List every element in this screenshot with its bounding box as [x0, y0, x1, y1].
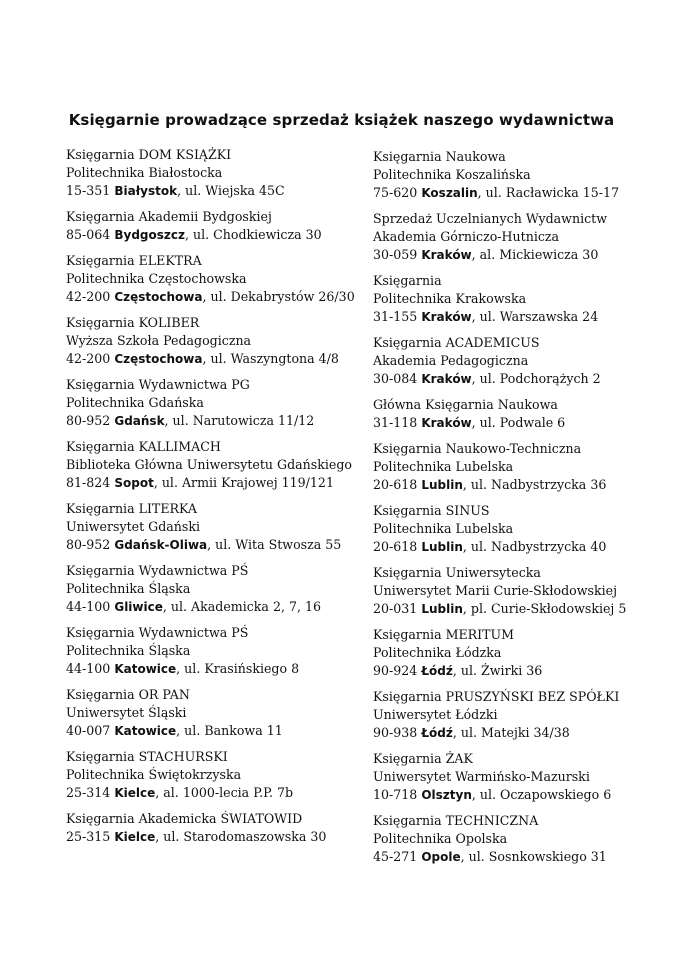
bookstore-address	[373, 724, 683, 742]
bookstore-institution: Politechnika Krakowska	[373, 291, 527, 306]
street-address: , ul. Armii Krajowej 119/121	[153, 475, 334, 490]
postal-code: 75-620	[373, 185, 418, 200]
bookstore-institution: Politechnika Śląska	[66, 581, 191, 596]
street-address: , ul. Chodkiewicza 30	[184, 227, 322, 242]
bookstore-entry	[66, 500, 386, 554]
bookstore-name: Sprzedaż Uczelnianych Wydawnictw	[373, 211, 607, 226]
bookstore-name: Księgarnia DOM KSIĄŻKI	[66, 147, 232, 162]
bookstore-entry	[373, 272, 683, 326]
bookstore-institution: Uniwersytet Śląski	[66, 705, 187, 720]
postal-code: 20-031	[373, 601, 418, 616]
street-address: , ul. Nadbystrzycka 40	[462, 539, 607, 554]
postal-code: 31-155	[373, 309, 418, 324]
bookstore-name: Księgarnia ELEKTRA	[66, 253, 202, 268]
bookstore-address	[373, 246, 683, 264]
bookstore-institution: Politechnika Lubelska	[373, 521, 514, 536]
bookstore-name: Główna Księgarnia Naukowa	[373, 397, 558, 412]
bookstore-name: Księgarnia PRUSZYŃSKI BEZ SPÓŁKI	[373, 689, 620, 704]
city-name: Kraków	[421, 372, 472, 386]
postal-code: 20-618	[373, 477, 418, 492]
city-name: Olsztyn	[421, 788, 472, 802]
bookstore-name: Księgarnia Naukowo-Techniczna	[373, 441, 582, 456]
street-address: , ul. Bankowa 11	[176, 723, 283, 738]
bookstore-institution: Uniwersytet Marii Curie-Skłodowskiej	[373, 583, 617, 598]
bookstore-entry	[373, 564, 683, 618]
page-title: Księgarnie prowadzące sprzedaż książek naszego wydawnictwa	[68, 111, 615, 129]
bookstore-address	[373, 370, 683, 388]
bookstore-address	[373, 476, 683, 494]
postal-code: 45-271	[373, 849, 418, 864]
city-name: Kielce	[114, 786, 156, 800]
postal-code: 25-314	[66, 785, 111, 800]
postal-code: 85-064	[66, 227, 111, 242]
bookstore-address	[373, 308, 683, 326]
bookstore-entry	[373, 396, 683, 432]
bookstore-entry	[66, 208, 386, 244]
bookstore-name: Księgarnia TECHNICZNA	[373, 813, 539, 828]
street-address: , pl. Curie-Skłodowskiej 5	[462, 601, 627, 616]
street-address: , ul. Narutowicza 11/12	[164, 413, 315, 428]
postal-code: 40-007	[66, 723, 111, 738]
bookstore-address	[66, 536, 386, 554]
left-column	[66, 146, 386, 854]
city-name: Lublin	[421, 478, 463, 492]
postal-code: 81-824	[66, 475, 111, 490]
bookstore-name: Księgarnia KOLIBER	[66, 315, 200, 330]
bookstore-name: Księgarnia MERITUM	[373, 627, 515, 642]
city-name: Koszalin	[421, 186, 478, 200]
city-name: Lublin	[421, 540, 463, 554]
city-name: Kielce	[114, 830, 156, 844]
bookstore-address	[66, 828, 386, 846]
bookstore-name: Księgarnia OR PAN	[66, 687, 190, 702]
bookstore-entry	[373, 210, 683, 264]
bookstore-institution: Biblioteka Główna Uniwersytetu Gdańskiego	[66, 457, 352, 472]
bookstore-entry	[373, 148, 683, 202]
bookstore-address	[66, 412, 386, 430]
street-address: , ul. Krasińskiego 8	[176, 661, 300, 676]
city-name: Gdańsk-Oliwa	[114, 538, 208, 552]
street-address: , ul. Żwirki 36	[452, 663, 543, 678]
bookstore-entry	[66, 376, 386, 430]
bookstore-address	[66, 784, 386, 802]
bookstore-entry	[373, 688, 683, 742]
bookstore-entry	[373, 334, 683, 388]
street-address: , ul. Starodomaszowska 30	[155, 829, 327, 844]
postal-code: 42-200	[66, 289, 111, 304]
city-name: Kraków	[421, 310, 472, 324]
bookstore-name: Księgarnia Wydawnictwa PŚ	[66, 625, 249, 640]
bookstore-institution: Akademia Górniczo-Hutnicza	[373, 229, 560, 244]
street-address: , ul. Waszyngtona 4/8	[202, 351, 339, 366]
bookstore-entry	[373, 750, 683, 804]
street-address: , ul. Sosnkowskiego 31	[460, 849, 607, 864]
bookstore-institution: Politechnika Gdańska	[66, 395, 204, 410]
bookstore-institution: Uniwersytet Gdański	[66, 519, 201, 534]
city-name: Gdańsk	[114, 414, 165, 428]
bookstore-institution: Politechnika Lubelska	[373, 459, 514, 474]
bookstore-entry	[66, 146, 386, 200]
street-address: , ul. Dekabrystów 26/30	[202, 289, 355, 304]
city-name: Częstochowa	[114, 290, 203, 304]
city-name: Bydgoszcz	[114, 228, 185, 242]
postal-code: 90-924	[373, 663, 418, 678]
postal-code: 44-100	[66, 599, 111, 614]
street-address: , ul. Warszawska 24	[471, 309, 599, 324]
bookstore-entry	[66, 624, 386, 678]
bookstore-name: Księgarnia ŻAK	[373, 751, 473, 766]
postal-code: 25-315	[66, 829, 111, 844]
bookstore-entry	[373, 440, 683, 494]
bookstore-institution: Politechnika Łódzka	[373, 645, 502, 660]
bookstore-entry	[373, 626, 683, 680]
postal-code: 90-938	[373, 725, 418, 740]
city-name: Częstochowa	[114, 352, 203, 366]
bookstore-entry	[66, 810, 386, 846]
postal-code: 20-618	[373, 539, 418, 554]
city-name: Opole	[421, 850, 461, 864]
postal-code: 42-200	[66, 351, 111, 366]
bookstore-institution: Uniwersytet Łódzki	[373, 707, 498, 722]
bookstore-address	[66, 598, 386, 616]
bookstore-institution: Politechnika Koszalińska	[373, 167, 531, 182]
city-name: Kraków	[421, 416, 472, 430]
bookstore-name: Księgarnia	[373, 273, 442, 288]
bookstore-entry	[66, 748, 386, 802]
postal-code: 31-118	[373, 415, 418, 430]
postal-code: 80-952	[66, 413, 111, 428]
bookstore-entry	[66, 252, 386, 306]
city-name: Łódź	[421, 664, 453, 678]
street-address: , al. Mickiewicza 30	[471, 247, 599, 262]
city-name: Łódź	[421, 726, 453, 740]
street-address: , ul. Wita Stwosza 55	[207, 537, 342, 552]
bookstore-institution: Politechnika Białostocka	[66, 165, 223, 180]
city-name: Katowice	[114, 662, 177, 676]
bookstore-address	[373, 662, 683, 680]
street-address: , ul. Oczapowskiego 6	[471, 787, 612, 802]
bookstore-address	[373, 600, 683, 618]
right-column	[373, 148, 683, 874]
bookstore-address	[66, 288, 386, 306]
bookstore-address	[373, 848, 683, 866]
bookstore-name: Księgarnia Wydawnictwa PŚ	[66, 563, 249, 578]
street-address: , ul. Wiejska 45C	[177, 183, 285, 198]
city-name: Białystok	[114, 184, 178, 198]
bookstore-address	[373, 538, 683, 556]
postal-code: 30-059	[373, 247, 418, 262]
city-name: Gliwice	[114, 600, 163, 614]
bookstore-institution: Akademia Pedagogiczna	[373, 353, 529, 368]
postal-code: 44-100	[66, 661, 111, 676]
bookstore-name: Księgarnia Naukowa	[373, 149, 506, 164]
bookstore-address	[66, 660, 386, 678]
bookstore-name: Księgarnia Akademii Bydgoskiej	[66, 209, 272, 224]
street-address: , ul. Racławicka 15-17	[477, 185, 620, 200]
city-name: Sopot	[114, 476, 154, 490]
city-name: Katowice	[114, 724, 177, 738]
bookstore-entry	[373, 812, 683, 866]
bookstore-address	[66, 474, 386, 492]
bookstore-address	[66, 350, 386, 368]
bookstore-institution: Wyższa Szkoła Pedagogiczna	[66, 333, 252, 348]
bookstore-entry	[373, 502, 683, 556]
bookstore-address	[373, 414, 683, 432]
street-address: , ul. Matejki 34/38	[452, 725, 570, 740]
city-name: Lublin	[421, 602, 463, 616]
bookstore-address	[373, 184, 683, 202]
postal-code: 30-084	[373, 371, 418, 386]
postal-code: 10-718	[373, 787, 418, 802]
street-address: , ul. Podchorążych 2	[471, 371, 601, 386]
bookstore-name: Księgarnia Uniwersytecka	[373, 565, 541, 580]
bookstore-address	[66, 182, 386, 200]
bookstore-name: Księgarnia STACHURSKI	[66, 749, 228, 764]
postal-code: 80-952	[66, 537, 111, 552]
city-name: Kraków	[421, 248, 472, 262]
postal-code: 15-351	[66, 183, 111, 198]
bookstore-entry	[66, 438, 386, 492]
street-address: , ul. Akademicka 2, 7, 16	[162, 599, 322, 614]
bookstore-entry	[66, 686, 386, 740]
bookstore-institution: Politechnika Opolska	[373, 831, 508, 846]
bookstore-name: Księgarnia KALLIMACH	[66, 439, 221, 454]
bookstore-name: Księgarnia Wydawnictwa PG	[66, 377, 250, 392]
bookstore-institution: Uniwersytet Warmińsko-Mazurski	[373, 769, 590, 784]
bookstore-address	[66, 226, 386, 244]
bookstore-address	[66, 722, 386, 740]
bookstore-entry	[66, 562, 386, 616]
bookstore-institution: Politechnika Śląska	[66, 643, 191, 658]
street-address: , ul. Nadbystrzycka 36	[462, 477, 607, 492]
bookstore-name: Księgarnia Akademicka ŚWIATOWID	[66, 811, 303, 826]
bookstore-name: Księgarnia LITERKA	[66, 501, 197, 516]
bookstore-institution: Politechnika Świętokrzyska	[66, 767, 242, 782]
street-address: , al. 1000-lecia P.P. 7b	[155, 785, 294, 800]
bookstore-address	[373, 786, 683, 804]
street-address: , ul. Podwale 6	[471, 415, 566, 430]
bookstore-entry	[66, 314, 386, 368]
bookstore-name: Księgarnia SINUS	[373, 503, 490, 518]
bookstore-institution: Politechnika Częstochowska	[66, 271, 247, 286]
bookstore-name: Księgarnia ACADEMICUS	[373, 335, 540, 350]
